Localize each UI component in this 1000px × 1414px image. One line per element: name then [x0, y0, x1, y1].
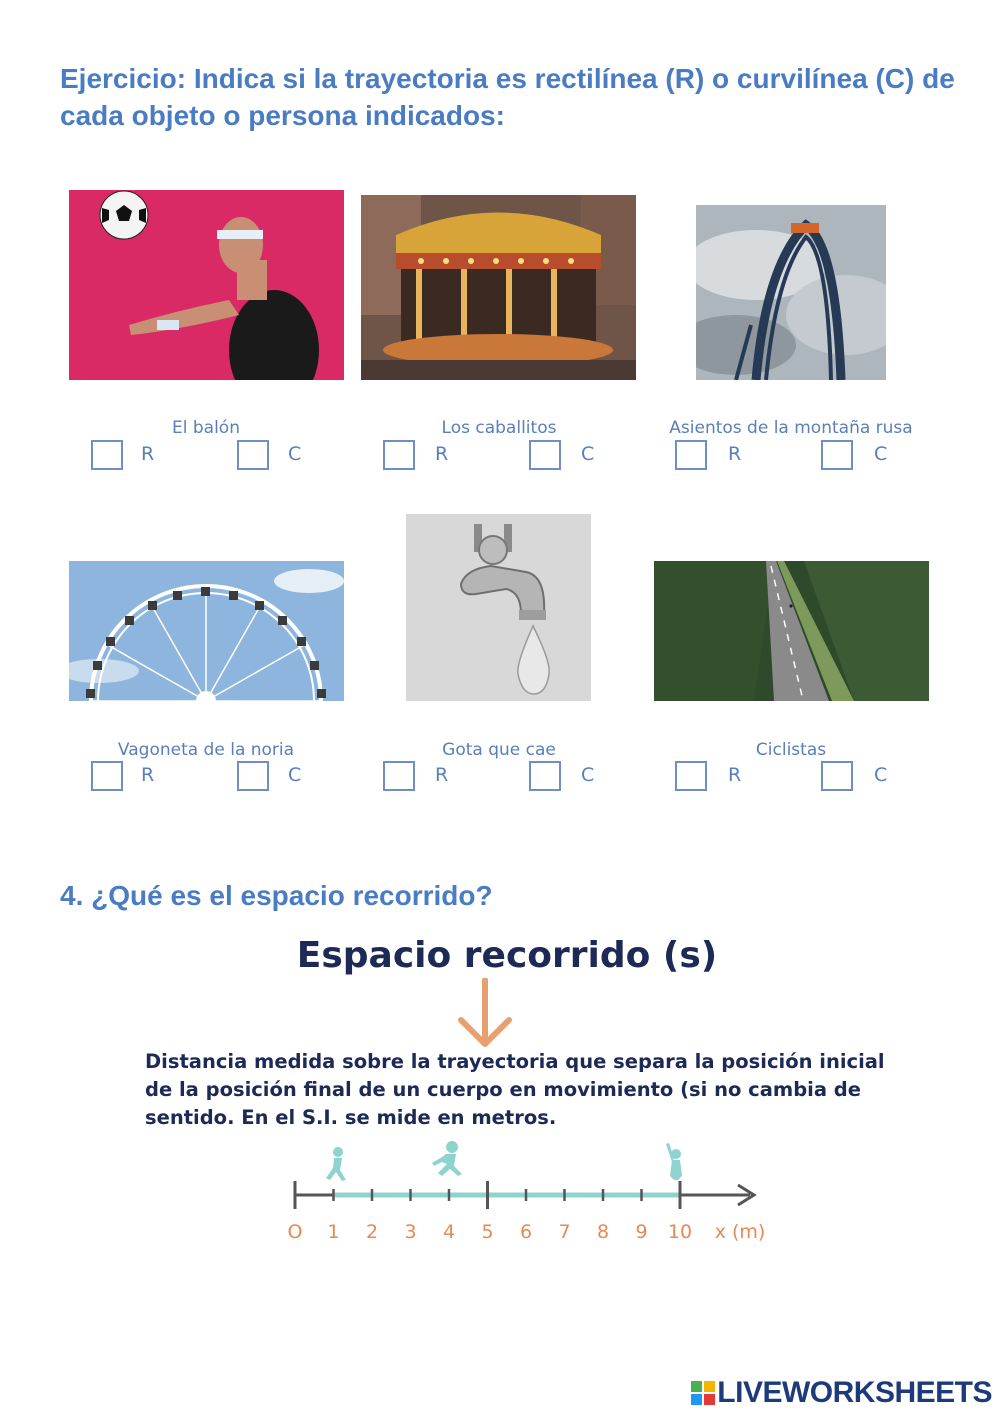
- checkbox-ball-c[interactable]: [237, 440, 269, 470]
- person-end-icon: [666, 1143, 682, 1180]
- photo-ferris-wheel: [69, 561, 344, 701]
- photo-carousel: [361, 195, 636, 380]
- axis-tick-label: 10: [667, 1221, 693, 1243]
- option-cyclists-r-label: R: [728, 764, 742, 786]
- brand-name: LIVEWORKSHEETS: [717, 1376, 992, 1409]
- position-axis: [270, 1130, 780, 1255]
- runner-icon: [432, 1141, 462, 1176]
- caption-drop: Gota que cae: [442, 740, 556, 760]
- photo-faucet-drop: [406, 514, 591, 701]
- caption-cyclists: Ciclistas: [755, 740, 827, 760]
- option-drop-c-label: C: [581, 764, 595, 786]
- definition-text: Distancia medida sobre la trayectoria que separa la posición inicial de la posición final de un cuerpo en movimiento (si no cambia de sentido. En el S.I. se mide en metros.: [145, 1050, 885, 1129]
- option-ball-c-label: C: [288, 443, 302, 465]
- brand-logo: [691, 1376, 992, 1410]
- axis-tick-label: 6: [519, 1221, 533, 1243]
- checkbox-roller-coaster-r[interactable]: [675, 440, 707, 470]
- arrow-down-icon: [455, 978, 515, 1050]
- checkbox-drop-c[interactable]: [529, 761, 561, 791]
- liveworksheets-logo-icon: [691, 1381, 715, 1405]
- option-ferris-wheel-r-label: R: [141, 764, 155, 786]
- walker-start-icon: [326, 1147, 346, 1181]
- checkbox-cyclists-c[interactable]: [821, 761, 853, 791]
- checkbox-carousel-r[interactable]: [383, 440, 415, 470]
- axis-tick-label: 9: [635, 1221, 648, 1243]
- checkbox-drop-r[interactable]: [383, 761, 415, 791]
- checkbox-ball-r[interactable]: [91, 440, 123, 470]
- option-roller-coaster-c-label: C: [874, 443, 888, 465]
- checkbox-ferris-wheel-r[interactable]: [91, 761, 123, 791]
- option-roller-coaster-r-label: R: [728, 443, 742, 465]
- axis-tick-label: 4: [442, 1221, 456, 1243]
- caption-ferris-wheel: Vagoneta de la noria: [117, 740, 295, 760]
- option-drop-r-label: R: [435, 764, 449, 786]
- diagram-title: Espacio recorrido (s): [296, 935, 718, 976]
- axis-tick-label: 8: [596, 1221, 610, 1243]
- axis-tick-label: 2: [365, 1221, 379, 1243]
- checkbox-ferris-wheel-c[interactable]: [237, 761, 269, 791]
- option-ferris-wheel-c-label: C: [288, 764, 302, 786]
- option-carousel-r-label: R: [435, 443, 449, 465]
- axis-tick-label: 1: [327, 1221, 340, 1243]
- option-cyclists-c-label: C: [874, 764, 888, 786]
- caption-carousel: Los caballitos: [441, 418, 557, 438]
- caption-roller-coaster: Asientos de la montaña rusa: [669, 418, 913, 438]
- axis-unit-label: x (m): [714, 1221, 766, 1243]
- axis-tick-label: 7: [558, 1221, 571, 1243]
- caption-ball: El balón: [172, 418, 240, 438]
- checkbox-carousel-c[interactable]: [529, 440, 561, 470]
- exercise-title: Ejercicio: Indica si la trayectoria es rectilínea (R) o curvilínea (C) de cada objeto o persona indicados:: [60, 63, 955, 131]
- axis-tick-label: 3: [404, 1221, 417, 1243]
- option-ball-r-label: R: [141, 443, 155, 465]
- axis-tick-label: O: [287, 1221, 303, 1243]
- option-carousel-c-label: C: [581, 443, 595, 465]
- photo-cycling-road: [654, 561, 929, 701]
- checkbox-roller-coaster-c[interactable]: [821, 440, 853, 470]
- question-4-title: 4. ¿Qué es el espacio recorrido?: [60, 880, 493, 911]
- axis-tick-label: 5: [481, 1221, 494, 1243]
- photo-football-player: [69, 190, 344, 380]
- checkbox-cyclists-r[interactable]: [675, 761, 707, 791]
- photo-roller-coaster: [696, 205, 886, 380]
